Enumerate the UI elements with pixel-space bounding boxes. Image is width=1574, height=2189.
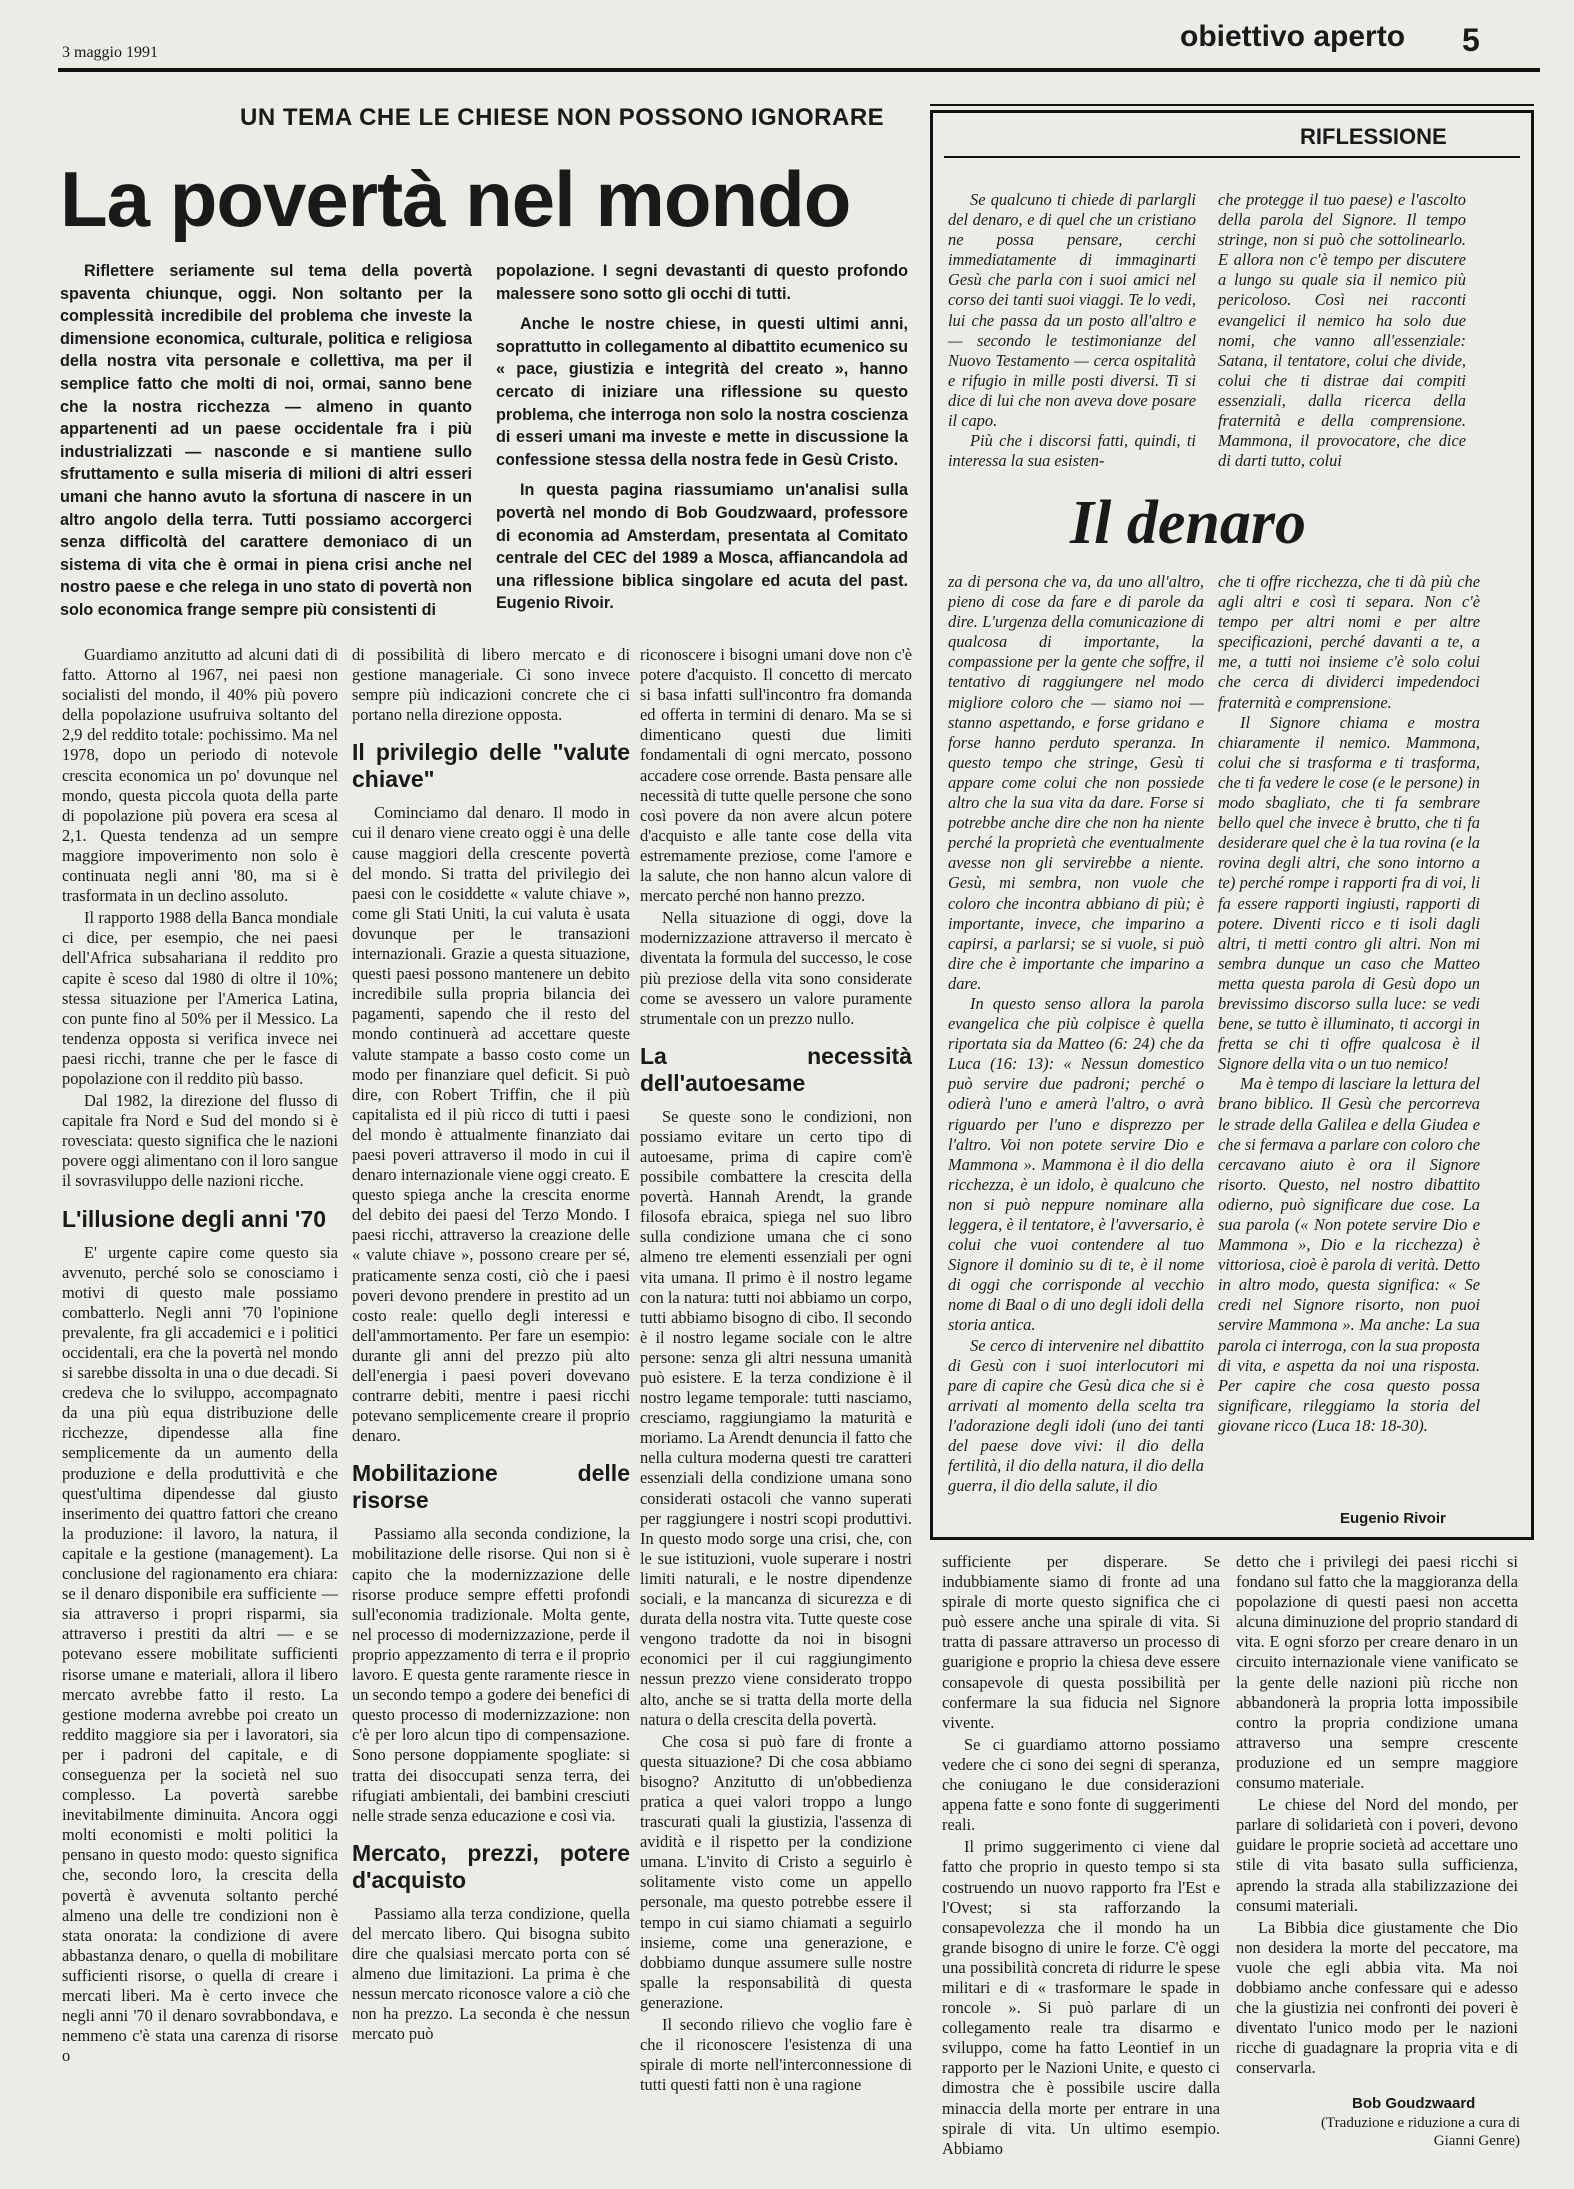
sidebar-paragraph: Più che i discorsi fatti, quindi, ti interessa la sua esisten- [948, 431, 1196, 471]
article-kicker: UN TEMA CHE LE CHIESE NON POSSONO IGNORARE [240, 104, 885, 131]
sidebar-title: Il denaro [1070, 489, 1306, 557]
sidebar-column-2 [1218, 190, 1466, 471]
body-paragraph: Nella situazione di oggi, dove la modernizzazione attraverso il mercato è diventata la formula del successo, le cose più preziose della vita sono considerate come se avessero un valore puramente strumentale con un prezzo nullo. [640, 908, 912, 1028]
article-headline: La povertà nel mondo [60, 155, 851, 243]
sidebar-column-1 [948, 190, 1196, 471]
subheading: Il privilegio delle "valute chiave" [352, 739, 630, 793]
body-paragraph: Cominciamo dal denaro. Il modo in cui il denaro viene creato oggi è una delle cause maggiori della crescente povertà del mondo. Si tratta del privilegio dei paesi con le cosiddette « valute chiave », come gli Stati Uniti, la cui valuta è usata dovunque per le transazioni internazionali. Grazie a questa situazione, questi paesi possono mantenere un debito incredibile sulla propria bilancia dei pagamenti, sapendo che il resto del mondo continuerà ad accettare queste valute stampate a basso costo come un modo per finanziare quel deficit. Si può dire, con Robert Triffin, che il più capitalista ed il più ricco di tutti i paesi del mondo è attualmente finanziato dai paesi poveri attraverso il modo in cui il denaro internazionale viene oggi creato. E questo spiega anche la crescita enorme del debito dei paesi del Terzo Mondo. I paesi ricchi, attraverso la creazione delle « valute chiave », possono creare per sé, praticamente senza costi, ciò che i paesi poveri devono prendere in prestito ad un costo reale: quello degli interessi e dell'ammortamento. Per fare un esempio: durante gli anni del prezzo più alto dell'energia i paesi poveri dovevano contrarre debiti, mentre i paesi ricchi potevano semplicemente creare il proprio denaro. [352, 803, 630, 1446]
body-column-5 [1236, 1552, 1518, 2080]
body-paragraph: sufficiente per disperare. Se indubbiamente siamo di fronte ad una spirale di morte questo significa che ci può essere anche una spirale di vita. Si tratta di passare attraverso un processo di guarigione e proprio la chiesa deve essere consapevole di questa possibilità per confermare la sua fiducia nel Signore vivente. [942, 1552, 1220, 1732]
section-title: obiettivo aperto [1180, 20, 1406, 53]
body-paragraph: Che cosa si può fare di fronte a questa situazione? Di che cosa abbiamo bisogno? Anzitutto di un'obbedienza pratica a quei valori troppo a lungo trascurati quali la giustizia, l'assenza di avidità e il rispetto per la condizione umana. L'invito di Cristo a seguirlo è solitamente visto come un appello personale, ma questo potrebbe essere il tempo in cui siamo chiamati a seguirlo insieme, come una generazione, e dobbiamo dunque assumere sulle nostre spalle la responsabilità di questa generazione. [640, 1731, 912, 2012]
body-column-1 [62, 645, 338, 2068]
sidebar-author: Eugenio Rivoir [1340, 1510, 1446, 1527]
sidebar-paragraph: In questo senso allora la parola evangelica che più colpisce è quella riportata sia da Matteo (6: 24) che da Luca (16: 13): « Nessun domestico può servire due padroni; perché o odierà l'uno e amerà l'altro, o avrà riguardo per l'uno e disprezzo per l'altro. Voi non potete servire Dio e Mammona ». Mammona è il dio della ricchezza, è un idolo, è qualcuno che non si può neppure nominare alla leggera, è il tentatore, è l'avversario, è colui che vuoi contendere al tuo Signore il dominio su di te, è il nome di oggi che corrisponde al vecchio nome di Baal o di uno degli idoli della storia antica. [948, 993, 1204, 1335]
sidebar-top-rule [930, 104, 1534, 106]
lead-paragraph: Riflettere seriamente sul tema della povertà spaventa chiunque, oggi. Non soltanto per la complessità incredibile del problema che investe la dimensione economica, culturale, politica e religiosa della nostra vita personale e collettiva, ma per il semplice fatto che molti di noi, ormai, sanno bene che la nostra ricchezza — almeno in quanto appartenenti ad un paese occidentale fra i più industrializzati — nasconde e si mantiene sullo sfruttamento e sulla miseria di milioni di altri esseri umani che hanno avuto la sfortuna di nascere in un altro angolo della terra. Tutti possiamo accorgerci senza difficoltà del carattere demoniaco di un sistema di vita che è ormai in piena crisi anche nel nostro paese e che relega in uno stato di povertà non solo economica frange sempre più consistenti di [60, 262, 472, 619]
body-column-3 [640, 645, 912, 2097]
body-paragraph: Guardiamo anzitutto ad alcuni dati di fatto. Attorno al 1967, nei paesi non socialisti del mondo, il 40% più povero della popolazione usufruiva soltanto del 2,9 del reddito totale: pochissimo. Ma nel 1978, dopo un periodo di notevole crescita economica un po' dovunque nel mondo, questa piccola quota della parte di popolazione più povera era scesa al 2,1. Questa tendenza ad un sempre maggiore impoverimento non solo è continuata negli anni '80, ma si è trasformata in un declino assoluto. [62, 645, 338, 906]
issue-date: 3 maggio 1991 [62, 44, 158, 61]
sidebar-paragraph: che ti offre ricchezza, che ti dà più che agli altri e così ti separa. Non c'è tempo per altri nomi e per altre specificazioni, perché davanti a te, a me, a tutti noi insieme c'è solo colui che cerca di dividerci impedendoci fraternità e comprensione. [1218, 572, 1480, 712]
body-paragraph: La Bibbia dice giustamente che Dio non desidera la morte del peccatore, ma vuole che egli abbia vita. Ma noi dobbiamo anche confessare qui e adesso che la giustizia nei confronti dei poveri è diventato l'unico modo per le nazioni ricche di guadagnare la propria vita e di conservarla. [1236, 1917, 1518, 2078]
body-paragraph: Le chiese del Nord del mondo, per parlare di solidarietà con i poveri, devono guidare le proprie società ad accettare uno stile di vita basato sulla sufficienza, aprendo la strada alla stabilizzazione dei consumi materiali. [1236, 1795, 1518, 1915]
sidebar-paragraph: Se cerco di intervenire nel dibattito di Gesù con i suoi interlocutori mi pare di capire che Gesù dica che si è arrivati al momento della scelta tra l'adorazione degli idoli (uno dei tanti del paese dove vivi: il dio della fertilità, il dio della natura, il dio della guerra, il dio della salute, il dio [948, 1335, 1204, 1496]
body-paragraph: detto che i privilegi dei paesi ricchi si fondano sul fatto che la maggioranza della popolazione di questi paesi non accetta alcuna diminuzione del proprio standard di vita. E ogni sforzo per creare denaro in un circuito internazionale viene vanificato se la gente delle nazioni più ricche non abbandonerà la propria lotta impossibile contro la propria condizione umana attraverso una sempre crescente produzione ed un sempre maggiore consumo materiale. [1236, 1552, 1518, 1793]
body-paragraph: Il secondo rilievo che voglio fare è che il riconoscere l'esistenza di una spirale di morte nell'interconnessione di tutti questi fatti non è una ragione [640, 2015, 912, 2095]
sidebar-paragraph: che protegge il tuo paese) e l'ascolto della parola del Signore. Il tempo stringe, non si può che sottolinearlo. E allora non c'è tempo per discutere a lungo su quale sia il nemico più pericoloso. Così nei racconti evangelici il nemico ha solo due nomi, che vanno all'essenziale: Satana, il tentatore, colui che divide, colui che ti distrae dai compiti essenziali, dalla ricerca della fraternità e della comprensione. Mammona, il provocatore, che dice di darti tutto, colui [1218, 190, 1466, 471]
lead-column-1 [60, 260, 472, 630]
body-column-4 [942, 1552, 1220, 2161]
body-paragraph: Se queste sono le condizioni, non possiamo evitare un certo tipo di autoesame, prima di capire com'è possibile combattere la crescita della povertà. Hannah Arendt, la grande filosofa ebraica, spiega nel suo libro sulla condizione umana che ci sono almeno tre elementi essenziali per ogni vita umana. Il primo è il nostro legame con la natura: tutti noi abbiamo un corpo, tutti abbiamo bisogno di cibo. Il secondo è il nostro legame sociale con le altre persone: senza gli altri nessuna umanità può esistere. E la terza condizione è il nostro legame temporale: tutti nasciamo, cresciamo, raggiungiamo la maturità e moriamo. La Arendt denuncia il fatto che nella cultura moderna questi tre caratteri essenziali della condizione umana sono considerati ostacoli che vanno superati per raggiungere i nostri scopi produttivi. In questo modo sorge una crisi, che, con le sue istituzioni, vuole superare i nostri limiti naturali, e le nostre dipendenze sociali, e la mancanza di sicurezza e di durata della nostra vita. Tutte queste cose vengono tradotte da noi in bisogni economici per il cui raggiungimento nessun prezzo viene considerato troppo alto, anche se si tratta della morte della natura o della crescita della povertà. [640, 1106, 912, 1729]
sidebar-column-3 [948, 572, 1204, 1496]
body-paragraph: Passiamo alla terza condizione, quella del mercato libero. Qui bisogna subito dire che qualsiasi mercato porta con sé almeno due limitazioni. La prima è che nessun mercato riconosce valore a ciò che non ha prezzo. La seconda è che nessun mercato può [352, 1903, 630, 2044]
lead-paragraph: popolazione. I segni devastanti di questo profondo malessere sono sotto gli occhi di tutti. [496, 262, 908, 303]
body-paragraph: Se ci guardiamo attorno possiamo vedere che ci sono dei segni di speranza, che coniugano le due considerazioni appena fatte e sono fonte di suggerimenti reali. [942, 1734, 1220, 1835]
translation-credit: (Traduzione e riduzione a cura di Gianni Genre) [1321, 2115, 1520, 2149]
sidebar-paragraph: Il Signore chiama e mostra chiaramente il nemico. Mammona, colui che si trasforma e ti trasforma, che ti fa vedere le cose (e le persone) in modo sbagliato, che ti fa sembrare bello quel che invece è brutto, che ti fa desiderare quel che è la tua rovina (e la rovina degli altri, che sono intorno a te) perché rompe i rapporti fra di voi, li fa essere rapporti ingiusti, rapporti di potere. Diventi ricco e ti isoli dagli altri, ti metti contro gli altri. Non mi sembra dunque un caso che Matteo metta questa parola di Gesù dopo un brevissimo discorso sulla luce: se vedi bene, se tutto è illuminato, ti accorgi in fretta se chi ti offre qualcosa è il Signore della vita o un tuo nemico! [1218, 712, 1480, 1074]
subheading: L'illusione degli anni '70 [62, 1205, 326, 1232]
body-paragraph: E' urgente capire come questo sia avvenuto, perché solo se conosciamo i motivi di questo male possiamo combatterlo. Negli anni '70 l'opinione prevalente, fra gli accademici e i politici occidentali, era che la povertà nel mondo si sarebbe dissolta in una o due decadi. Si credeva che lo sviluppo, accompagnato da una più equa distribuzione delle ricchezze, dipendesse alla fine semplicemente da un aumento della produzione e della produttività e che quest'ultima dipendesse dal giusto inserimento dei quattro fattori che creano la produzione: il lavoro, la natura, il capitale e la gestione (management). La conclusione del ragionamento era chiara: se il denaro disponibile era sufficiente — sia attraverso i propri risparmi, sia attraverso i prestiti da altri — e se potevano essere mobilitate sufficienti risorse umane e materiali, allora il libero mercato avrebbe fatto il resto. La gestione moderna avrebbe poi creato un reddito maggiore sia per i lavoratori, sia per i padroni del capitale, e di conseguenza per la società nel suo complesso. La povertà sarebbe inevitabilmente diminuita. Ancora oggi molti economisti e molti politici la pensano in questo modo: questo significa che, secondo loro, la crescita della povertà è avvenuta soltanto perché almeno una delle tre condizioni non è stata onorata: la condizione di avere abbastanza denaro, o quella di mobilitare sufficienti risorse, o quella di creare i mercati liberi. Ma è certo invece che negli anni '70 il denaro sovrabbondava, e nemmeno c'è stata una carenza di risorse o [62, 1242, 338, 2066]
sidebar-column-4 [1218, 572, 1480, 1436]
body-paragraph: Dal 1982, la direzione del flusso di capitale fra Nord e Sud del mondo si è rovesciata: questo significa che le nazioni povere oggi alimentano con il loro sangue il sovrasviluppo delle nazioni ricche. [62, 1091, 338, 1191]
body-paragraph: Il primo suggerimento ci viene dal fatto che proprio in questo tempo si sta costruendo un nuovo rapporto fra l'Est e l'Ovest; si sta rafforzando la consapevolezza che il mondo ha un grande bisogno di unire le forze. C'è oggi una possibilità concreta di ridurre le spese militari e di « trasformare le spade in roncole ». Si può parlare di un collegamento reale tra disarmo e sviluppo, come ha fatto Leontief in un rapporto per le Nazioni Unite, e questo ci dimostra che è possibile uscire dalla minaccia della morte per entrare in una spirale di vita. Un ultimo esempio. Abbiamo [942, 1837, 1220, 2158]
lead-column-2 [496, 260, 908, 623]
body-paragraph: riconoscere i bisogni umani dove non c'è potere d'acquisto. Il concetto di mercato si basa infatti sull'incontro fra domanda ed offerta in termini di denaro. Ma se si dimenticano questi due limiti fondamentali di ogni mercato, possono accadere cose orrende. Basta pensare alle necessità di tutte quelle persone che sono così povere da non avere alcun potere d'acquisto e alle tante cose della vita estremamente preziose, come l'amore e la salute, che non hanno alcun valore di mercato perché non hanno prezzo. [640, 645, 912, 906]
body-column-2 [352, 645, 630, 2046]
subheading: Mobilitazione delle risorse [352, 1460, 630, 1514]
lead-paragraph: Anche le nostre chiese, in questi ultimi anni, soprattutto in collegamento al dibattito ecumenico su « pace, giustizia e integrità del creato », hanno cercato di iniziare una riflessione su questo problema, che interroga non solo la nostra coscienza di esseri umani ma investe e mette in discussione la confessione stessa della nostra fede in Gesù Cristo. [496, 315, 908, 469]
lead-paragraph: In questa pagina riassumiamo un'analisi sulla povertà nel mondo di Bob Goudzwaard, professore di economia ad Amsterdam, presentata al Comitato centrale del CEC del 1989 a Mosca, affiancandola ad una riflessione biblica singolare ed acuta del past. Eugenio Rivoir. [496, 481, 908, 613]
page-number: 5 [1462, 22, 1480, 58]
body-paragraph: Il rapporto 1988 della Banca mondiale ci dice, per esempio, che nei paesi dell'Africa subsahariana il reddito pro capite è sceso dal 1980 di oltre il 10%; stessa situazione per l'America Latina, con punte fino al 50% per il Messico. La tendenza opposta si verifica invece nei paesi ricchi, tranne che per le fasce di popolazione con il reddito più basso. [62, 908, 338, 1088]
sidebar-paragraph: Se qualcuno ti chiede di parlargli del denaro, e di quel che un cristiano ne possa pensare, cerchi immediatamente di immaginarti Gesù che parla con i suoi amici nel corso dei tanti suoi viaggi. Te lo vedi, lui che passa da un posto all'altro e — secondo le testimonianze del Nuovo Testamento — cerca ospitalità e rifugio in mille posti diversi. Ti si dice di lui che non aveva dove posare il capo. [948, 190, 1196, 431]
body-paragraph: di possibilità di libero mercato e di gestione manageriale. Ci sono invece sempre più indicazioni concrete che ci portano nella direzione opposta. [352, 645, 630, 725]
subheading: La necessità dell'autoesame [640, 1042, 912, 1096]
article-author: Bob Goudzwaard [1352, 2095, 1476, 2112]
header-rule [58, 68, 1540, 72]
sidebar-paragraph: Ma è tempo di lasciare la lettura del brano biblico. Il Gesù che percorreva le strade della Galilea e della Giudea e che si fermava a parlare con coloro che cercavano aiuto è ora il Signore risorto. Questo, nel nostro dibattito odierno, può significare due cose. La sua parola (« Non potete servire Dio e Mammona », Dio e la ricchezza) è vittoriosa, cioè è parola di verità. Detto in altro modo, questa significa: « Se credi nel Signore risorto, non puoi servire Mammona ». Ma anche: La sua parola ci interroga, con la sua proposta di vita, e aspetta da noi una risposta. Per capire che cosa questo possa significare, rileggiamo la storia del giovane ricco (Luca 18: 18-30). [1218, 1074, 1480, 1435]
sidebar-label-rule [944, 156, 1520, 158]
sidebar-paragraph: za di persona che va, da uno all'altro, pieno di cose da fare e di parole da dire. L'urgenza della comunicazione di qualcosa di importante, la compassione per la gente che soffre, il tentativo di raggiungere nel modo migliore coloro che — siamo noi — stanno aspettando, e forse gridano e forse hanno perduto speranza. In questo tempo che stringe, Gesù ti appare come colui che non possiede altro che la sua vita da dare. Forse si potrebbe anche dire che non ha niente perché la proprietà che eventualmente avesse non gli servirebbe a niente. Gesù, mi sembra, non vuole che coloro che incontra abbiano di più; è importante, invece, che imparino a capirsi, a parlarsi; se si vuole, si può dire che è importante che imparino a dare. [948, 572, 1204, 993]
sidebar-label: RIFLESSIONE [1300, 124, 1447, 149]
body-paragraph: Passiamo alla seconda condizione, la mobilitazione delle risorse. Qui non si è capito che la modernizzazione delle risorse produce sempre effetti profondi sull'economia tradizionale. Molta gente, nel processo di modernizzazione, perde il proprio appezzamento di terra e il proprio lavoro. E questa gente raramente riesce in un secondo tempo a godere dei benefici di questo processo di modernizzazione: non c'è per loro alcun tipo di compensazione. Sono persone doppiamente spogliate: si tratta dei disoccupati senza terra, dei rifugiati ambientali, dei bambini cresciuti nelle strade senza educazione e così via. [352, 1524, 630, 1825]
subheading: Mercato, prezzi, potere d'acquisto [352, 1839, 630, 1893]
